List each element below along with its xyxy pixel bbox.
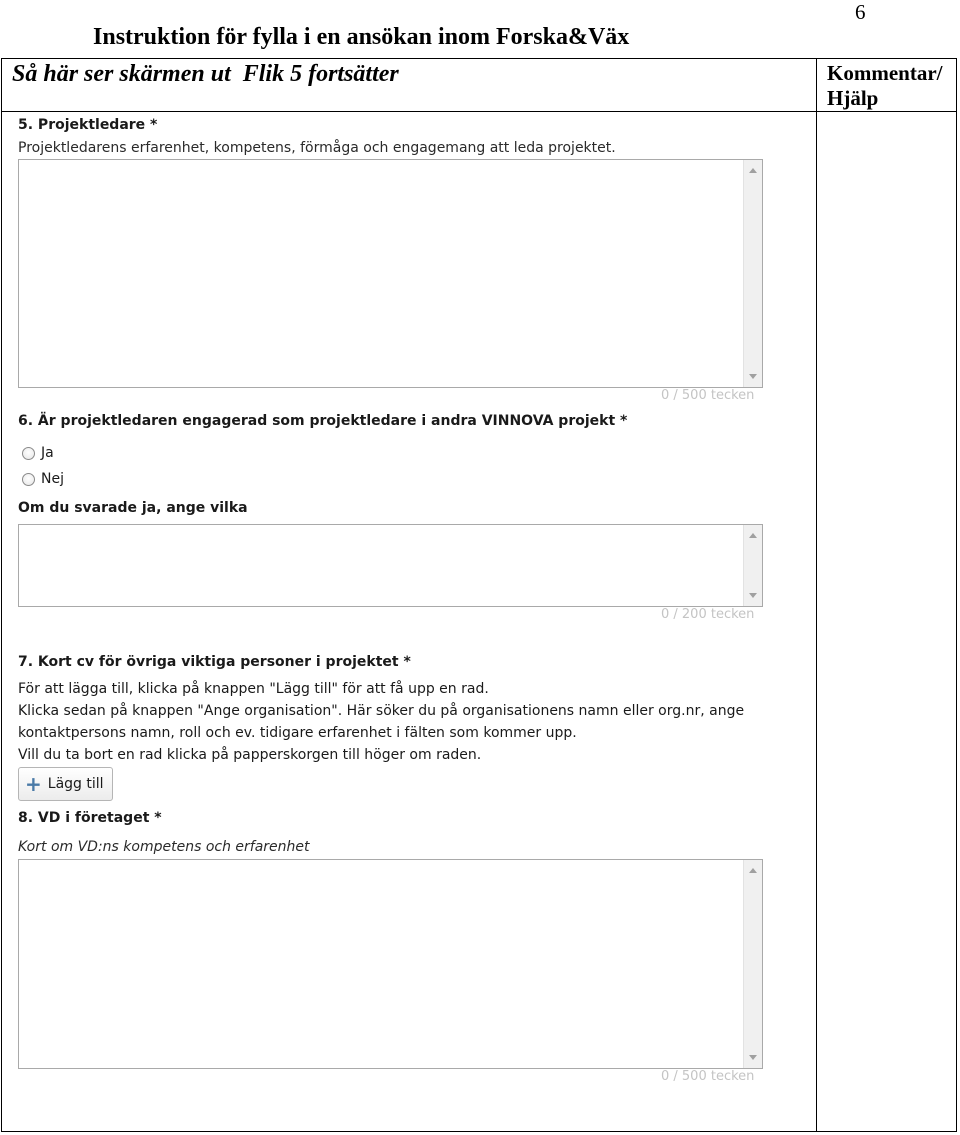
q7-instruction-line: För att lägga till, klicka på knappen "Lägg till" för att få upp en rad. bbox=[18, 681, 489, 697]
q8-title: 8. VD i företaget * bbox=[18, 810, 162, 826]
scroll-up-arrow-icon[interactable] bbox=[749, 168, 757, 173]
scroll-up-arrow-icon[interactable] bbox=[749, 868, 757, 873]
comment-heading: Kommentar/ Hjälp bbox=[827, 61, 943, 110]
document-title: Instruktion för fylla i en ansökan inom Forska&Väx bbox=[93, 24, 630, 50]
q7-instruction-line: Klicka sedan på knappen "Ange organisation". Här söker du på organisationens namn eller org.nr, ange bbox=[18, 703, 745, 719]
q5-title: 5. Projektledare * bbox=[18, 117, 158, 133]
plus-icon: + bbox=[25, 772, 42, 796]
screen-heading-tab: Flik 5 fortsätter bbox=[242, 61, 399, 87]
q6-radio-nej-label: Nej bbox=[41, 471, 64, 487]
q8-description: Kort om VD:ns kompetens och erfarenhet bbox=[18, 839, 310, 855]
scroll-down-arrow-icon[interactable] bbox=[749, 593, 757, 598]
radio-button-icon[interactable] bbox=[22, 447, 35, 460]
q6-title: 6. Är projektledaren engagerad som projektledare i andra VINNOVA projekt * bbox=[18, 413, 628, 429]
scroll-down-arrow-icon[interactable] bbox=[749, 1055, 757, 1060]
q5-description: Projektledarens erfarenhet, kompetens, förmåga och engagemang att leda projektet. bbox=[18, 140, 616, 156]
add-row-button-label: Lägg till bbox=[47, 776, 104, 792]
q6-radio-nej[interactable] bbox=[22, 471, 64, 487]
q6-radio-ja-label: Ja bbox=[41, 445, 54, 461]
q7-title: 7. Kort cv för övriga viktiga personer i projektet * bbox=[18, 654, 411, 670]
q6-radio-ja[interactable] bbox=[22, 445, 54, 461]
q7-instruction-line: kontaktpersons namn, roll och ev. tidigare erfarenhet i fälten som kommer upp. bbox=[18, 725, 577, 741]
q5-character-counter: 0 / 500 tecken bbox=[661, 388, 755, 403]
q5-scrollbar[interactable] bbox=[743, 160, 762, 387]
q6-followup-label: Om du svarade ja, ange vilka bbox=[18, 500, 248, 516]
q6-character-counter: 0 / 200 tecken bbox=[661, 607, 755, 622]
q8-textarea[interactable] bbox=[18, 859, 763, 1069]
column-divider bbox=[816, 59, 817, 1131]
q8-scrollbar[interactable] bbox=[743, 860, 762, 1068]
q6-textarea[interactable] bbox=[18, 524, 763, 607]
scroll-up-arrow-icon[interactable] bbox=[749, 533, 757, 538]
add-row-button[interactable] bbox=[18, 767, 113, 801]
q5-textarea[interactable] bbox=[18, 159, 763, 388]
q6-scrollbar[interactable] bbox=[743, 525, 762, 606]
screen-heading-italic: Så här ser skärmen ut bbox=[12, 61, 231, 87]
screen-heading bbox=[12, 61, 399, 88]
header-divider bbox=[2, 111, 956, 112]
q8-character-counter: 0 / 500 tecken bbox=[661, 1069, 755, 1084]
page-number: 6 bbox=[855, 0, 866, 24]
q7-instruction-line: Vill du ta bort en rad klicka på papperskorgen till höger om raden. bbox=[18, 747, 482, 763]
scroll-down-arrow-icon[interactable] bbox=[749, 374, 757, 379]
radio-button-icon[interactable] bbox=[22, 473, 35, 486]
